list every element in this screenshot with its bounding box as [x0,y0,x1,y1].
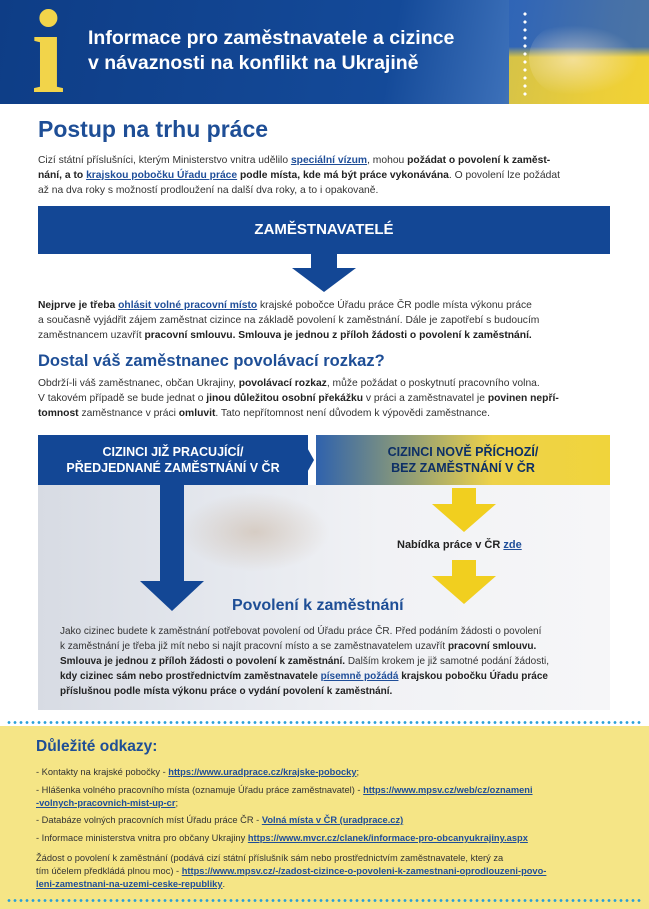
job-offer-text [397,539,522,551]
column-label: CIZINCI NOVĚ PŘÍCHOZÍ/ [387,445,539,459]
permit-bold: kdy cizinec sám nebo prostřednictvím zaměstnavatele [60,671,321,682]
intro-bold: podle místa, kde má být práce vykonávána [237,170,449,181]
mobilization-paragraph [38,376,613,421]
link-item [36,784,621,810]
regional-offices-link[interactable]: https://www.uradprace.cz/krajske-pobocky [168,767,357,777]
intro-bold: nání, a to [38,170,87,181]
link-item [36,832,621,845]
handshake-image [529,25,639,95]
mob-text: . Tato nepřítomnost není důvodem k výpovědi zaměstnance. [215,408,490,419]
links-title: Důležité odkazy: [36,738,158,755]
special-visa-link[interactable]: speciální vízum [290,155,368,166]
mob-bold: povolávací rozkaz [238,378,327,389]
mob-bold: tomnost [38,408,79,419]
link-label: - Databáze volných pracovních míst Úřadu práce ČR - [36,815,262,825]
link-label: Žádost o povolení k zaměstnání (podává cizí státní příslušník sám nebo prostřednictvím zaměstnavatele, který za [36,853,504,863]
page-title [88,26,528,76]
decorative-dots [521,10,529,100]
section-title: Postup na trhu práce [38,116,269,142]
intro-text: . O povolení lze požádat [448,170,560,181]
permit-bold: pracovní smlouvu. [447,641,537,652]
yellow-arrow-down-icon [432,488,496,534]
punct: . [222,879,226,889]
vacancy-database-link[interactable]: Volná místa v ČR (uradprace.cz) [261,815,404,825]
header-banner [0,0,649,104]
permit-application-link-cont[interactable]: leni-zamestnani-na-uzemi-ceske-republiky [36,879,223,889]
link-item [36,766,621,779]
employers-text: a současně vyjádřit zájem zaměstnat cizince na základě povolení k zaměstnání. Dále je zapotřebí s budoucím [38,315,540,326]
written-request-link[interactable]: písemně požádá [320,671,399,682]
mob-bold: jinou důležitou osobní překážku [206,393,364,404]
mob-text: V takovém případě se bude jednat o [38,393,207,404]
info-icon: i [31,0,65,104]
dotted-divider [6,720,643,725]
intro-paragraph [38,153,613,198]
job-offer-link[interactable]: zde [503,539,522,551]
mob-bold: povinen nepří- [487,393,559,404]
permit-text: Jako cizinec budete k zaměstnání potřebovat povolení od Úřadu práce ČR. Před podáním žádosti o povolení [60,626,542,637]
employers-text: zaměstnancem uzavřít [38,330,145,341]
intro-text: Cizí státní příslušníci, kterým Ministerstvo vnitra udělilo [38,155,291,166]
punct: ; [175,798,179,808]
mob-text: , může požádat o poskytnutí pracovního volna. [326,378,540,389]
employers-bold: pracovní smlouvu. Smlouva je jednou z příloh žádosti o povolení k zaměstnání. [144,330,532,341]
job-offer-label: Nabídka práce v ČR [397,539,504,551]
link-label: - Kontakty na krajské pobočky - [36,767,169,777]
mob-text: v práci a zaměstnavatel je [363,393,488,404]
employers-text: krajské pobočce Úřadu práce ČR podle místa výkonu práce [257,300,532,311]
vacancy-report-link-cont[interactable]: -volnych-pracovnich-mist-up-cr [36,798,176,808]
column-label: BEZ ZAMĚSTNÁNÍ V ČR [391,461,535,475]
dotted-divider-bottom [6,898,643,903]
punct: ; [356,767,360,777]
employers-bold: Nejprve je třeba [38,300,119,311]
column-label: CIZINCI JIŽ PRACUJÍCÍ/ [102,445,244,459]
permit-text: k zaměstnání je třeba již mít nebo si najít pracovní místo a se zaměstnavatelem uzavřít [60,641,448,652]
title-line-2: v návaznosti na konflikt na Ukrajině [88,52,419,74]
arrow-down-icon [292,254,356,294]
permit-application-link[interactable]: https://www.mpsv.cz/-/zadost-cizince-o-povoleni-k-zamestnani-oprodlouzeni-povo- [181,866,547,876]
vacancy-report-link[interactable]: https://www.mpsv.cz/web/cz/oznameni [363,785,533,795]
link-label: - Hlášenka volného pracovního místa (oznamuje Úřadu práce zaměstnavatel) - [36,785,364,795]
mobilization-title: Dostal váš zaměstnanec povolávací rozkaz? [38,352,385,370]
link-item [36,852,621,891]
employers-bar: ZAMĚSTNAVATELÉ [38,206,610,254]
important-links-section [0,726,649,909]
mob-text: Obdrží-li váš zaměstnanec, občan Ukrajiny, [38,378,239,389]
regional-office-link[interactable]: krajskou pobočku Úřadu práce [86,170,238,181]
permit-title: Povolení k zaměstnání [232,597,404,614]
column-label: PŘEDJEDNANÉ ZAMĚSTNÁNÍ V ČR [66,461,280,475]
mob-text: zaměstnance v práci [78,408,179,419]
interior-ministry-link[interactable]: https://www.mvcr.cz/clanek/informace-pro-obcanyukrajiny.aspx [247,833,528,843]
intro-bold: požádat o povolení k zaměst- [407,155,551,166]
permit-paragraph [60,624,600,699]
link-item [36,814,621,827]
existing-workers-header [38,435,308,485]
link-label: - Informace ministerstva vnitra pro občany Ukrajiny [36,833,248,843]
long-arrow-down-icon [140,485,204,613]
yellow-arrow-down-icon [432,560,496,606]
permit-bold: příslušnou podle místa výkonu práce o vydání povolení k zaměstnání. [60,686,393,697]
permit-text: Dalším krokem je již samotné podání žádosti, [345,656,550,667]
permit-bold: krajskou pobočku Úřadu práce [398,671,548,682]
employers-paragraph [38,298,613,343]
intro-text: až na dva roky s možností prodloužení na další dva roky, a to i opakovaně. [38,185,379,196]
new-arrivals-header [316,435,610,485]
title-line-1: Informace pro zaměstnavatele a cizince [88,27,455,49]
permit-bold: Smlouva je jednou z příloh žádosti o povolení k zaměstnání. [60,656,346,667]
link-label: tím účelem předkládá plnou moc) - [36,866,182,876]
header-arrow-tip [300,435,314,485]
intro-text: , mohou [367,155,408,166]
mob-bold: omluvit [178,408,216,419]
report-vacancy-link[interactable]: ohlásit volné pracovní místo [118,300,258,311]
